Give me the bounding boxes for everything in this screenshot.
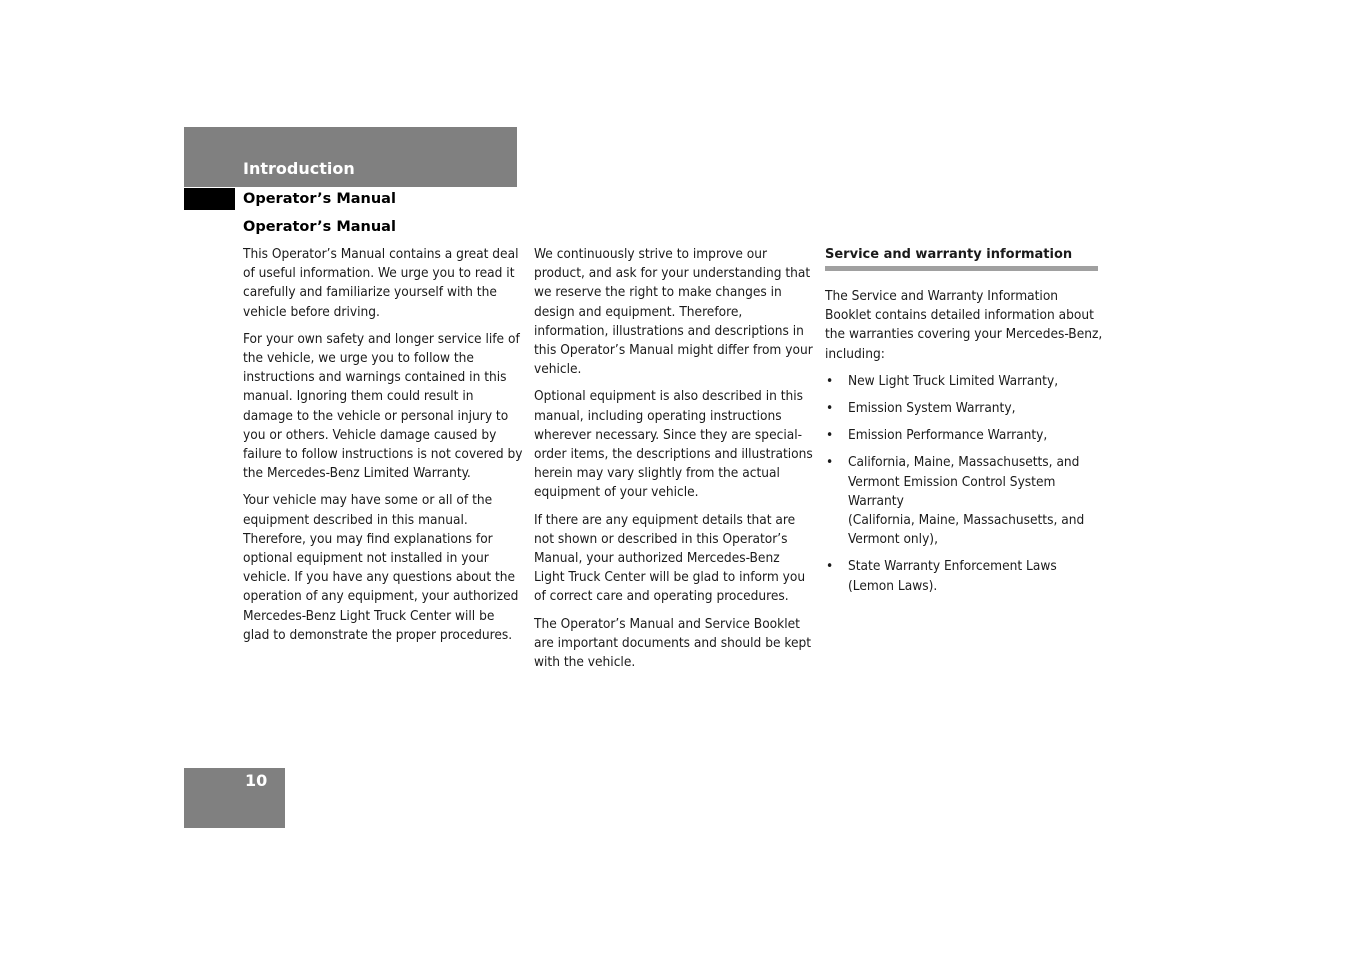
text-column-2 bbox=[534, 245, 814, 680]
bullet-icon: • bbox=[826, 454, 834, 471]
section-title: Introduction bbox=[243, 159, 355, 178]
header-band bbox=[184, 127, 517, 187]
list-item-text: California, Maine, Massachusetts, and Vermont Emission Control System Warranty bbox=[848, 454, 1080, 509]
text-column-1 bbox=[243, 245, 523, 653]
list-item-text: Emission System Warranty, bbox=[848, 400, 1016, 417]
paragraph: If there are any equipment details that are not shown or described in this Operator’s Manual, your authorized Mercedes-Benz Light Truck Center will be glad to inform you of correct care and operating procedures. bbox=[534, 511, 806, 605]
bullet-icon: • bbox=[826, 372, 834, 389]
page-number: 10 bbox=[245, 771, 268, 790]
list-item-note: (California, Maine, Massachusetts, and Vermont only), bbox=[848, 512, 1085, 548]
list-item bbox=[825, 557, 1105, 595]
warranty-intro: The Service and Warranty Information Booklet contains detailed information about the warranties covering your Mercedes-Benz, including: bbox=[825, 288, 1103, 362]
warranty-heading: Service and warranty information bbox=[825, 247, 1073, 262]
section-marker bbox=[184, 188, 235, 210]
paragraph: We continuously strive to improve our product, and ask for your understanding that we reserve the right to make changes in design and equipment. Therefore, information, illustrations and descriptions in this Operator’s Manual might differ from your vehicle. bbox=[534, 246, 813, 378]
list-item bbox=[825, 399, 1105, 418]
list-item-text: State Warranty Enforcement Laws (Lemon Laws). bbox=[848, 558, 1057, 594]
warranty-list bbox=[825, 372, 1105, 596]
bullet-icon: • bbox=[826, 558, 834, 575]
paragraph: For your own safety and longer service life of the vehicle, we urge you to follow the instructions and warnings contained in this manual. Ignoring them could result in damage to the vehicle or personal injury to you or others. Vehicle damage caused by failure to follow instructions is not covered by the Mercedes-Benz Limited Warranty. bbox=[243, 330, 523, 482]
paragraph: This Operator’s Manual contains a great deal of useful information. We urge you to read it carefully and familiarize yourself with the vehicle before driving. bbox=[243, 246, 519, 320]
bullet-icon: • bbox=[826, 400, 834, 417]
running-subtitle: Operator’s Manual bbox=[243, 191, 396, 207]
bullet-icon: • bbox=[826, 427, 834, 444]
list-item bbox=[825, 372, 1105, 391]
page-number-tab bbox=[184, 768, 285, 828]
list-item-text: New Light Truck Limited Warranty, bbox=[848, 372, 1059, 389]
list-item-text: Emission Performance Warranty, bbox=[848, 427, 1048, 444]
heading-rule bbox=[825, 266, 1098, 271]
paragraph: Optional equipment is also described in this manual, including operating instructions wherever necessary. Since they are special-order items, the descriptions and illustrations herein may vary slightly from the actual equipment of your vehicle. bbox=[534, 388, 813, 501]
list-item bbox=[825, 453, 1105, 549]
page-heading: Operator’s Manual bbox=[243, 219, 396, 235]
text-column-3 bbox=[825, 245, 1105, 604]
paragraph: The Operator’s Manual and Service Booklet are important documents and should be kept with the vehicle. bbox=[534, 615, 812, 671]
list-item bbox=[825, 426, 1105, 445]
paragraph: Your vehicle may have some or all of the equipment described in this manual. Therefore, you may find explanations for optional equipment not installed in your vehicle. If you have any questions about the operation of any equipment, your authorized Mercedes-Benz Light Truck Center will be glad to demonstrate the proper procedures. bbox=[243, 492, 519, 643]
